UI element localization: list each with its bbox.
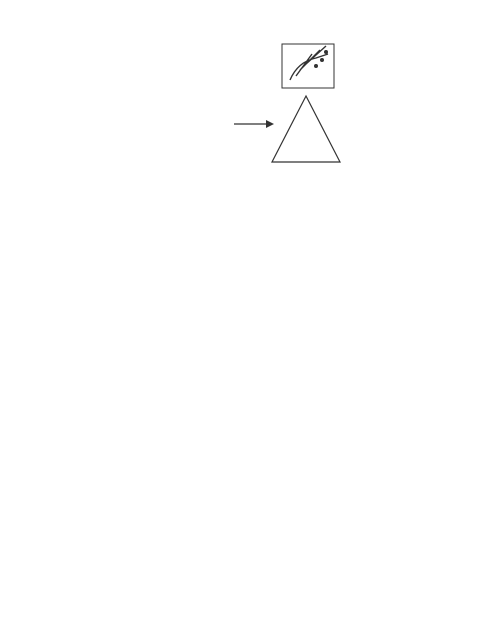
body-text xyxy=(58,235,440,241)
hand-holding-symbols-icon xyxy=(282,44,334,88)
figure-38 xyxy=(0,0,483,175)
arrow-to-right-figure xyxy=(234,120,274,128)
right-pyramid xyxy=(272,96,340,162)
